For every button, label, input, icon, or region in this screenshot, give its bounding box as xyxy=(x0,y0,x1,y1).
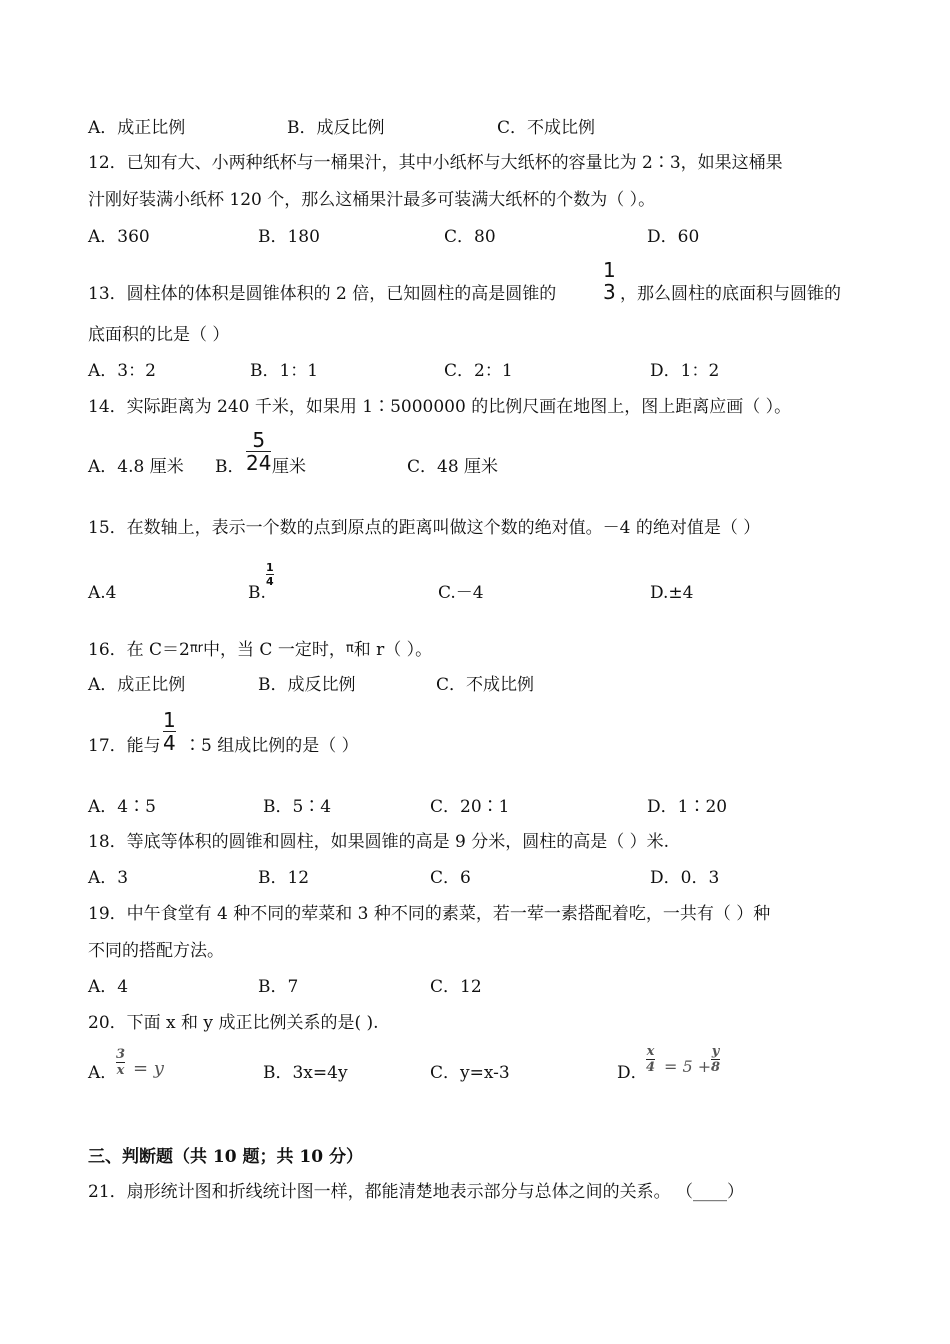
q17-option-d: D．1∶20 xyxy=(647,797,728,817)
q13-text-line2: 底面积的比是（ ） xyxy=(88,325,230,345)
q19-option-c: C．12 xyxy=(430,977,482,997)
q18-option-a: A．3 xyxy=(88,868,129,888)
q20-d-fraction-1 xyxy=(646,1045,655,1074)
q20-d-equation-mid: = 5 + xyxy=(664,1057,712,1076)
q14-b-denominator: 24 xyxy=(246,451,272,475)
q11-option-b: B．成反比例 xyxy=(287,118,385,138)
q12-option-d: D．60 xyxy=(647,227,700,247)
q16-option-a: A．成正比例 xyxy=(88,675,186,695)
q17-option-c: C．20∶1 xyxy=(430,797,510,817)
q18-option-d: D．0．3 xyxy=(650,868,720,888)
q20-d-denominator-1: 4 xyxy=(646,1060,656,1075)
q13-frac-numerator: 1 xyxy=(603,258,616,282)
q15-b-denominator: 4 xyxy=(266,575,274,588)
q20-option-b: B．3x=4y xyxy=(263,1063,348,1083)
q13-option-c: C．2：1 xyxy=(444,361,513,381)
q20-option-c: C．y=x-3 xyxy=(430,1063,510,1083)
q20-option-a: A． xyxy=(88,1063,118,1083)
q19-option-a: A．4 xyxy=(88,977,129,997)
q14-option-b-unit: 厘米 xyxy=(272,457,306,477)
pi-symbol: π xyxy=(345,641,354,656)
q17-frac-denominator: 4 xyxy=(163,731,176,755)
q15-option-c: C.－4 xyxy=(438,583,484,603)
q14-b-numerator: 5 xyxy=(252,428,266,452)
q12-option-b: B．180 xyxy=(258,227,320,247)
q13-option-a: A．3：2 xyxy=(88,361,156,381)
q20-d-fraction-2 xyxy=(711,1045,720,1074)
q18-option-b: B．12 xyxy=(258,868,310,888)
q19-text-line2: 不同的搭配方法。 xyxy=(88,941,224,961)
q20-a-denominator: x xyxy=(116,1063,125,1078)
q20-a-numerator: 3 xyxy=(116,1047,126,1062)
q17-text-post: ∶5 组成比例的是（ ） xyxy=(184,736,359,756)
q20-d-denominator-2: 8 xyxy=(711,1060,721,1075)
q17-option-a: A．4∶5 xyxy=(88,797,156,817)
q14-option-c: C．48 厘米 xyxy=(407,457,499,477)
q12-text-line2: 汁刚好装满小纸杯 120 个，那么这桶果汁最多可装满大纸杯的个数为（ ）。 xyxy=(88,190,656,210)
q13-text-line1a: 13．圆柱体的体积是圆锥体积的 2 倍，已知圆柱的高是圆锥的 xyxy=(88,284,557,304)
q14-text-line1: 14．实际距离为 240 千米，如果用 1∶5000000 的比例尺画在地图上，图上距离应画（ ）。 xyxy=(88,397,792,417)
q17-frac-numerator: 1 xyxy=(163,708,176,732)
q11-option-a: A．成正比例 xyxy=(88,118,186,138)
q15-option-b: B. xyxy=(248,583,266,603)
pi-r-symbol: πr xyxy=(189,641,204,656)
q20-d-numerator-1: x xyxy=(646,1044,655,1059)
q15-text-line1: 15．在数轴上，表示一个数的点到原点的距离叫做这个数的绝对值。－4 的绝对值是（ ） xyxy=(88,518,761,538)
q16-text-a: 16．在 C＝2 xyxy=(88,640,190,660)
q16-text-c: 和 r（ ）。 xyxy=(353,640,433,660)
q16-text-line1 xyxy=(88,638,432,661)
q12-option-a: A．360 xyxy=(88,227,150,247)
q17-option-b: B．5∶4 xyxy=(263,797,332,817)
q14-option-b: B． xyxy=(215,457,245,477)
q20-a-fraction xyxy=(116,1048,125,1077)
q15-option-b-fraction xyxy=(266,562,274,587)
q15-b-numerator: 1 xyxy=(266,561,274,574)
q11-option-c: C．不成比例 xyxy=(497,118,596,138)
q13-frac-denominator: 3 xyxy=(603,280,616,304)
q21-text-line1: 21．扇形统计图和折线统计图一样，都能清楚地表示部分与总体之间的关系。 （____） xyxy=(88,1182,745,1202)
q19-option-b: B．7 xyxy=(258,977,299,997)
q15-option-d: D.±4 xyxy=(650,583,694,603)
q20-d-numerator-2: y xyxy=(711,1044,720,1059)
q15-option-a: A.4 xyxy=(88,583,117,603)
q17-text-pre: 17．能与 xyxy=(88,736,161,756)
q14-option-b-fraction xyxy=(246,430,271,473)
q18-option-c: C．6 xyxy=(430,868,471,888)
q16-option-b: B．成反比例 xyxy=(258,675,356,695)
q19-text-line1: 19．中午食堂有 4 种不同的荤菜和 3 种不同的素菜，若一荤一素搭配着吃，一共有（ ）种 xyxy=(88,904,771,924)
q17-fraction xyxy=(163,710,176,753)
q18-text-line1: 18．等底等体积的圆锥和圆柱，如果圆锥的高是 9 分米，圆柱的高是（ ）米. xyxy=(88,832,670,852)
q16-text-b: 中，当 C 一定时， xyxy=(203,640,346,660)
section-3-heading: 三、判断题（共 10 题；共 10 分） xyxy=(88,1147,363,1167)
q20-text-line1: 20．下面 x 和 y 成正比例关系的是( ). xyxy=(88,1013,379,1033)
q20-option-d: D． xyxy=(617,1063,648,1083)
q12-text-line1: 12．已知有大、小两种纸杯与一桶果汁，其中小纸杯与大纸杯的容量比为 2∶3，如果这桶果 xyxy=(88,153,783,173)
q13-text-line1b: ，那么圆柱的底面积与圆锥的 xyxy=(620,284,841,304)
q14-option-a: A．4.8 厘米 xyxy=(88,457,184,477)
q13-fraction xyxy=(603,260,616,302)
q13-option-d: D．1：2 xyxy=(650,361,720,381)
q16-option-c: C．不成比例 xyxy=(436,675,535,695)
q12-option-c: C．80 xyxy=(444,227,496,247)
q13-option-b: B．1：1 xyxy=(250,361,319,381)
q20-a-equation-rest: = y xyxy=(133,1058,164,1079)
